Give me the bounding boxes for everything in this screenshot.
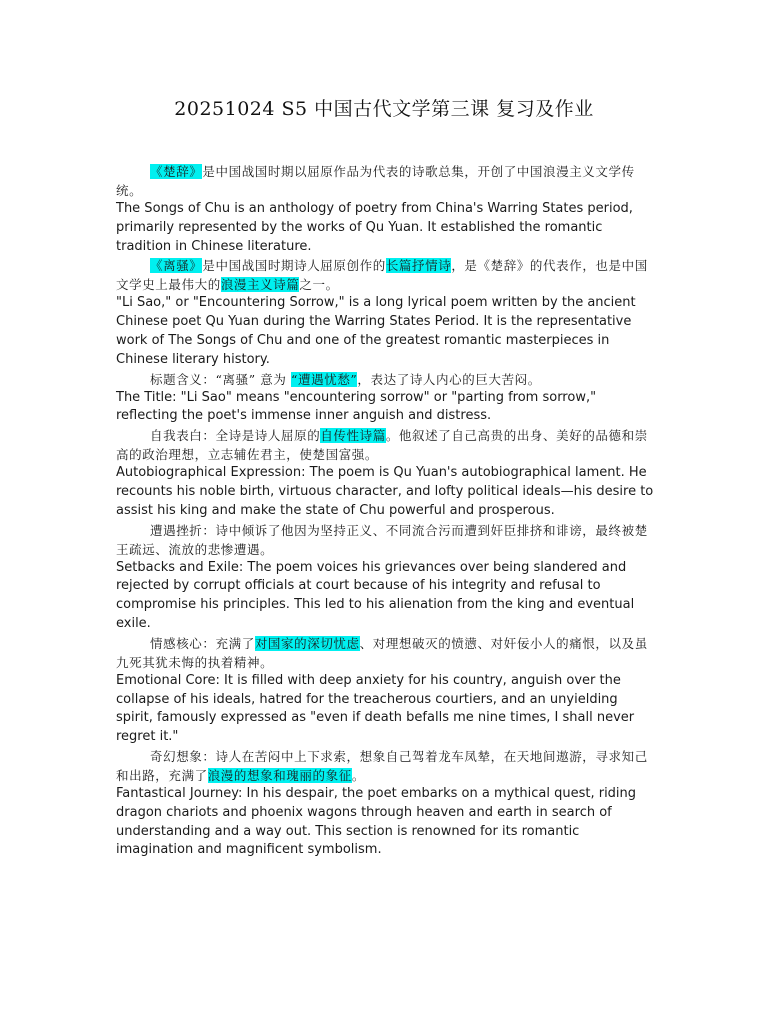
paragraph-text: 之一。	[299, 277, 339, 293]
paragraph-text: 遭遇挫折：诗中倾诉了他因为坚持正义、不同流合污而遭到奸臣排挤和诽谤，最终被楚王疏远、流放的悲惨遭遇。	[116, 522, 648, 557]
highlighted-text: 《楚辞》	[150, 164, 203, 179]
document-body	[116, 162, 656, 860]
paragraph-text: 自我表白：全诗是诗人屈原的	[150, 428, 321, 444]
english-paragraph: The Songs of Chu is an anthology of poetry from China's Warring States period, primarily represented by the works of Qu Yuan. It established the romantic tradition in Chinese literature.	[116, 201, 633, 254]
paragraph-text: 。他叙述了自己高贵的出身、美好的品德和崇高的政治理想，立志辅佐君主，使楚国富强。	[116, 428, 648, 463]
highlighted-text: “遭遇忧愁”	[291, 371, 358, 387]
english-paragraph: "Li Sao," or "Encountering Sorrow," is a long lyrical poem written by the ancient Chinese poet Qu Yuan during the Warring States Period. It is the representative work of The Songs of Chu and one of the greatest romantic masterpieces in Chinese literary history.	[116, 295, 636, 367]
english-paragraph: The Title: "Li Sao" means "encountering sorrow" or "parting from sorrow," reflecting the poet's immense inner anguish and distress.	[116, 389, 597, 424]
paragraph-text: 。	[351, 767, 365, 783]
highlighted-text: 自传性诗篇	[320, 428, 386, 444]
highlighted-text: 浪漫主义诗篇	[220, 277, 300, 293]
chinese-paragraph	[116, 747, 656, 785]
paragraph-text: 是中国战国时期诗人屈原创作的	[202, 258, 386, 274]
chinese-paragraph	[116, 370, 656, 389]
paragraph-text: 是中国战国时期以屈原作品为代表的诗歌总集，开创了中国浪漫主义文学传统。	[116, 164, 635, 198]
chinese-paragraph	[116, 634, 656, 672]
highlighted-text: 对国家的深切忧虑	[254, 635, 360, 651]
highlighted-text: 浪漫的想象和瑰丽的象征	[207, 767, 352, 783]
paragraph-text: 情感核心：充满了	[150, 635, 255, 651]
paragraph-text: 标题含义：“离骚” 意为	[150, 371, 292, 387]
paragraph-text: 、对理想破灭的愤懑、对奸佞小人的痛恨，以及虽九死其犹未悔的执着精神。	[116, 635, 648, 670]
chinese-paragraph	[116, 162, 656, 200]
chinese-paragraph	[116, 521, 656, 559]
paragraph-text: ，是《楚辞》的代表作，也是中国文学史上最伟大的	[116, 258, 648, 293]
english-paragraph: Fantastical Journey: In his despair, the poet embarks on a mythical quest, riding dragon chariots and phoenix wagons through heaven and earth in search of understanding and a way out. This section is renowned for its romantic imagination and magnificent symbolism.	[116, 785, 637, 858]
english-paragraph: Autobiographical Expression: The poem is Qu Yuan's autobiographical lament. He recounts his noble birth, virtuous character, and lofty political ideals—his desire to assist his king and make the state of Chu powerful and prosperous.	[116, 465, 654, 518]
english-paragraph: Setbacks and Exile: The poem voices his grievances over being slandered and rejected by corrupt officials at court because of his integrity and refusal to compromise his principles. This led to his alienation from the king and eventual exile.	[116, 559, 635, 631]
highlighted-text: 《离骚》	[150, 258, 203, 274]
highlighted-text: 长篇抒情诗	[385, 258, 452, 274]
paragraph-text: ，表达了诗人内心的巨大苦闷。	[357, 371, 541, 387]
chinese-paragraph	[116, 256, 656, 294]
paragraph-text: 奇幻想象：诗人在苦闷中上下求索，想象自己驾着龙车凤辇，在天地间遨游，寻求知己和出路，充满了	[116, 748, 648, 783]
chinese-paragraph	[116, 426, 656, 464]
english-paragraph: Emotional Core: It is filled with deep anxiety for his country, anguish over the collapse of his ideals, hatred for the treacherous courtiers, and an unyielding spirit, famously expressed as "even if death befalls me nine times, I shall never regret it."	[116, 672, 635, 745]
page-title: 20251024 S5 中国古代文学第三课 复习及作业	[174, 98, 594, 120]
